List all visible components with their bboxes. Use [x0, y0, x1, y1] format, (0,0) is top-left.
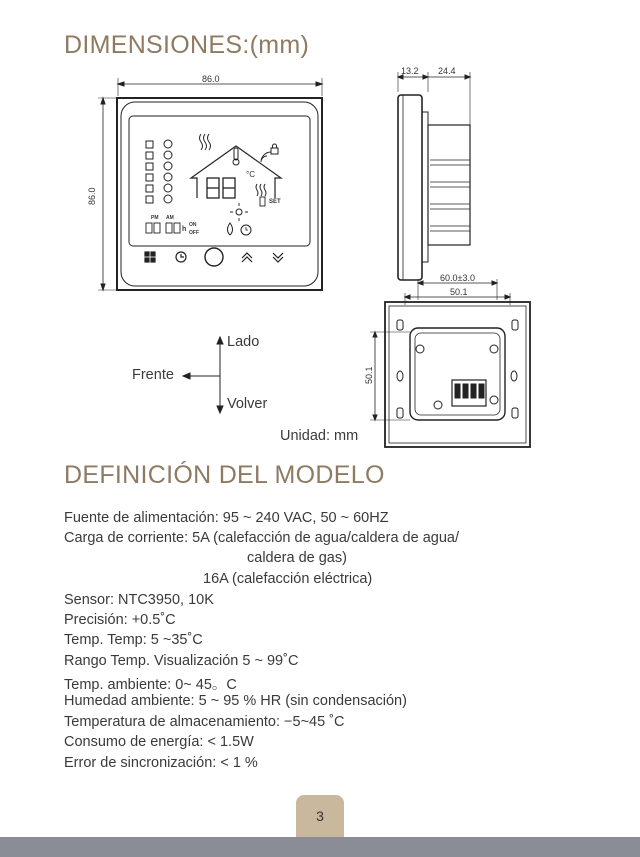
orientation-arrows: [183, 337, 223, 413]
spec-storage-temp: Temperatura de almacenamiento: −5~45 ˚C: [64, 714, 345, 730]
front-width-label: 86.0: [202, 74, 220, 84]
orientation-left-label: Frente: [132, 367, 174, 383]
front-height-label: 86.0: [87, 187, 97, 205]
spec-sync-error: Error de sincronización: < 1 %: [64, 755, 258, 771]
orientation-bottom-label: Volver: [227, 396, 268, 412]
display-off: OFF: [189, 230, 199, 236]
front-view-drawing: [98, 78, 322, 290]
side-view-drawing: [398, 72, 470, 280]
page-number: 3: [296, 795, 344, 837]
display-on: ON: [189, 222, 197, 228]
side-depth-front-label: 13.2: [401, 66, 419, 76]
side-depth-back-label: 24.4: [438, 66, 456, 76]
spec-display-range: Rango Temp. Visualización 5 ~ 99˚C: [64, 653, 299, 669]
unit-note: Unidad: mm: [280, 428, 359, 444]
back-view-drawing: [370, 279, 530, 447]
model-definition-heading: DEFINICIÓN DEL MODELO: [64, 461, 385, 489]
display-am: AM: [166, 215, 174, 221]
display-pm: PM: [151, 215, 159, 221]
front-buttons: [145, 248, 283, 266]
back-height-label: 50.1: [364, 366, 374, 384]
orientation-top-label: Lado: [227, 334, 260, 350]
spec-load-cont: caldera de gas): [247, 550, 347, 566]
spec-ambient-temp: Temp. ambiente: 0~ 45。C: [64, 677, 237, 693]
display-set: SET: [269, 199, 281, 205]
spec-power-consumption: Consumo de energía: < 1.5W: [64, 734, 254, 750]
bottom-bar: [0, 837, 640, 857]
spec-load: Carga de corriente: 5A (calefacción de agua/caldera de agua/: [64, 530, 459, 546]
display-h: h: [182, 226, 187, 233]
spec-load-electric: 16A (calefacción eléctrica): [203, 571, 373, 587]
spec-humidity: Humedad ambiente: 5 ~ 95 % HR (sin condensación): [64, 693, 407, 709]
display-unit: °C: [246, 170, 255, 179]
spec-precision: Precisión: +0.5˚C: [64, 612, 176, 628]
spec-sensor: Sensor: NTC3950, 10K: [64, 592, 214, 608]
back-outer-width-label: 60.0±3.0: [440, 273, 475, 283]
spec-temp-range: Temp. Temp: 5 ~35˚C: [64, 632, 203, 648]
spec-power: Fuente de alimentación: 95 ~ 240 VAC, 50 ~ 60HZ: [64, 510, 389, 526]
dimensions-heading: DIMENSIONES:(mm): [64, 31, 310, 59]
back-inner-width-label: 50.1: [450, 287, 468, 297]
